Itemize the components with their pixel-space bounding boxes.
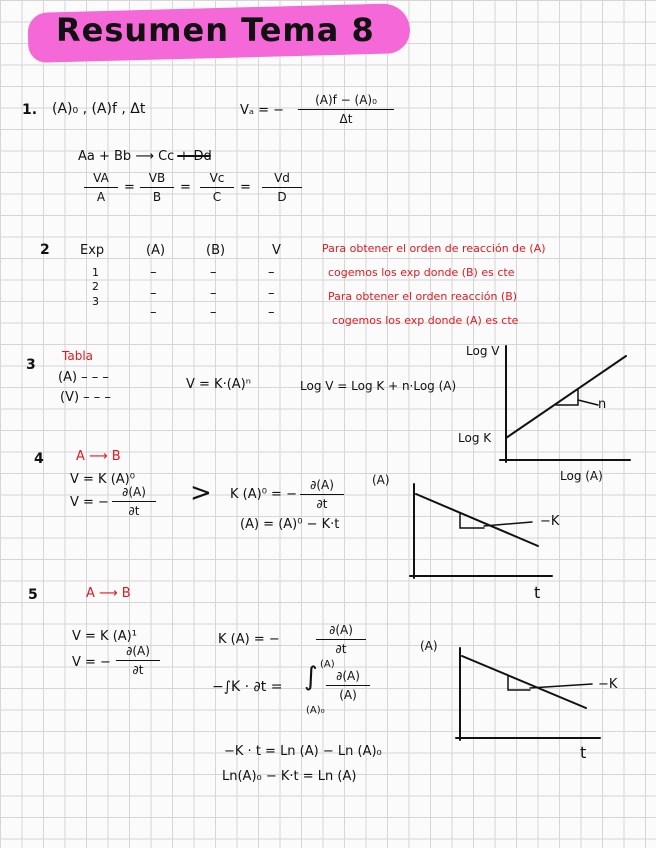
frac-num: ∂(A) bbox=[329, 623, 353, 637]
graph1-slope-pointer bbox=[578, 400, 598, 405]
frac-num: ∂(A) bbox=[310, 478, 334, 492]
first-order-diff-lhs: V = − bbox=[72, 655, 111, 670]
rate-denominator: Δt bbox=[339, 112, 353, 126]
zero-order-reaction: A ⟶ B bbox=[76, 449, 121, 464]
ratio-d-num: Vd bbox=[274, 171, 290, 185]
cell-dash: – bbox=[150, 305, 157, 320]
cell-dash: – bbox=[268, 286, 275, 301]
graph1-x-label: Log (A) bbox=[560, 469, 603, 483]
cell-dash: – bbox=[268, 305, 275, 320]
note-line-2: cogemos los exp donde (B) es cte bbox=[328, 266, 515, 279]
page-title: Resumen Tema 8 bbox=[56, 11, 375, 49]
graph1-line bbox=[506, 356, 626, 438]
ratio-a-num: VA bbox=[93, 171, 109, 185]
graph1-intercept-label: Log K bbox=[458, 431, 492, 445]
integral-lhs: −∫K · ∂t = bbox=[212, 679, 283, 695]
ratio-d-den: D bbox=[277, 190, 287, 204]
integral-upper-limit: (A) bbox=[320, 659, 335, 670]
graph3-slope-pointer bbox=[530, 684, 592, 688]
rate-lhs: Vₐ = − bbox=[240, 103, 285, 118]
ratio-c-num: Vc bbox=[209, 171, 225, 185]
equals-2: = bbox=[180, 180, 191, 195]
section-3-number: 3 bbox=[26, 357, 36, 373]
cell-dash: – bbox=[150, 265, 157, 280]
graph1-slope-label: n bbox=[598, 397, 607, 412]
graph3-y-label: (A) bbox=[420, 639, 438, 653]
first-order-rate: V = K (A)¹ bbox=[72, 629, 137, 644]
frac-den: ∂t bbox=[335, 642, 347, 656]
graph3-line bbox=[462, 656, 586, 708]
ratio-a-den: A bbox=[96, 190, 106, 204]
log-equation: Log V = Log K + n·Log (A) bbox=[300, 379, 457, 393]
table-header-a: (A) bbox=[146, 243, 166, 258]
frac-num: ∂(A) bbox=[122, 485, 146, 499]
table-row-1: 1 bbox=[92, 266, 99, 279]
table-row-2: 2 bbox=[92, 280, 99, 293]
integral-lower-limit: (A)₀ bbox=[306, 705, 325, 716]
table-header-v: V bbox=[272, 243, 281, 258]
table-header-exp: Exp bbox=[80, 243, 105, 258]
graph2-x-label: t bbox=[534, 583, 541, 602]
first-order-integrated: −K · t = Ln (A) − Ln (A)₀ bbox=[224, 744, 382, 759]
rate-law: V = K·(A)ⁿ bbox=[186, 377, 251, 392]
first-order-reaction: A ⟶ B bbox=[86, 586, 131, 601]
cell-dash: – bbox=[210, 265, 217, 280]
table-row-3: 3 bbox=[92, 295, 99, 308]
graph3-slope-label: −K bbox=[598, 677, 618, 692]
graph1-y-label: Log V bbox=[466, 344, 500, 358]
section-1-variables: (A)₀ , (A)f , Δt bbox=[52, 101, 146, 117]
zero-order-rate: V = K (A)⁰ bbox=[70, 472, 135, 487]
rate-numerator: (A)f − (A)₀ bbox=[315, 93, 377, 107]
graph2-slope-label: −K bbox=[540, 514, 560, 529]
table-label: Tabla bbox=[62, 349, 94, 363]
table-row-a: (A) – – – bbox=[58, 370, 109, 385]
equals-3: = bbox=[240, 180, 251, 195]
note-line-3: Para obtener el orden reacción (B) bbox=[328, 290, 518, 303]
frac-den: ∂t bbox=[316, 497, 328, 511]
frac-den: ∂t bbox=[132, 663, 144, 677]
first-order-exp-form: Ln(A)₀ − K·t = Ln (A) bbox=[222, 769, 357, 784]
frac-num: ∂(A) bbox=[126, 644, 150, 658]
ratio-c-den: C bbox=[212, 190, 222, 204]
zero-order-integrated: (A) = (A)⁰ − K·t bbox=[240, 517, 340, 532]
cell-dash: – bbox=[268, 265, 275, 280]
section-1-number: 1. bbox=[22, 102, 38, 118]
ratio-b-num: VB bbox=[148, 171, 166, 185]
note-line-1: Para obtener el orden de reacción de (A) bbox=[322, 242, 546, 255]
zero-order-eq-lhs: K (A)⁰ = − bbox=[230, 487, 297, 502]
cell-dash: – bbox=[210, 286, 217, 301]
general-reaction: Aa + Bb ⟶ Cc + Dd bbox=[78, 149, 212, 164]
section-5-number: 5 bbox=[28, 587, 38, 603]
graph2-line bbox=[416, 494, 538, 546]
frac-num: ∂(A) bbox=[336, 669, 360, 683]
note-line-4: cogemos los exp donde (A) es cte bbox=[332, 314, 519, 327]
ratio-b-den: B bbox=[152, 190, 162, 204]
frac-den: ∂t bbox=[128, 504, 140, 518]
implies-symbol: > bbox=[190, 478, 212, 508]
zero-order-diff-lhs: V = − bbox=[70, 495, 109, 510]
table-row-v: (V) – – – bbox=[60, 390, 111, 405]
integral-symbol: ∫ bbox=[304, 662, 318, 692]
graph3-x-label: t bbox=[580, 743, 587, 762]
cell-dash: – bbox=[210, 305, 217, 320]
frac-den: (A) bbox=[339, 688, 357, 702]
cell-dash: – bbox=[150, 286, 157, 301]
graph2-y-label: (A) bbox=[372, 473, 390, 487]
section-4-number: 4 bbox=[34, 451, 44, 467]
equals-1: = bbox=[124, 180, 135, 195]
graph2-slope-pointer bbox=[484, 522, 532, 526]
table-header-b: (B) bbox=[206, 243, 226, 258]
first-order-eq-lhs: K (A) = − bbox=[218, 632, 280, 647]
section-2-number: 2 bbox=[40, 242, 50, 258]
